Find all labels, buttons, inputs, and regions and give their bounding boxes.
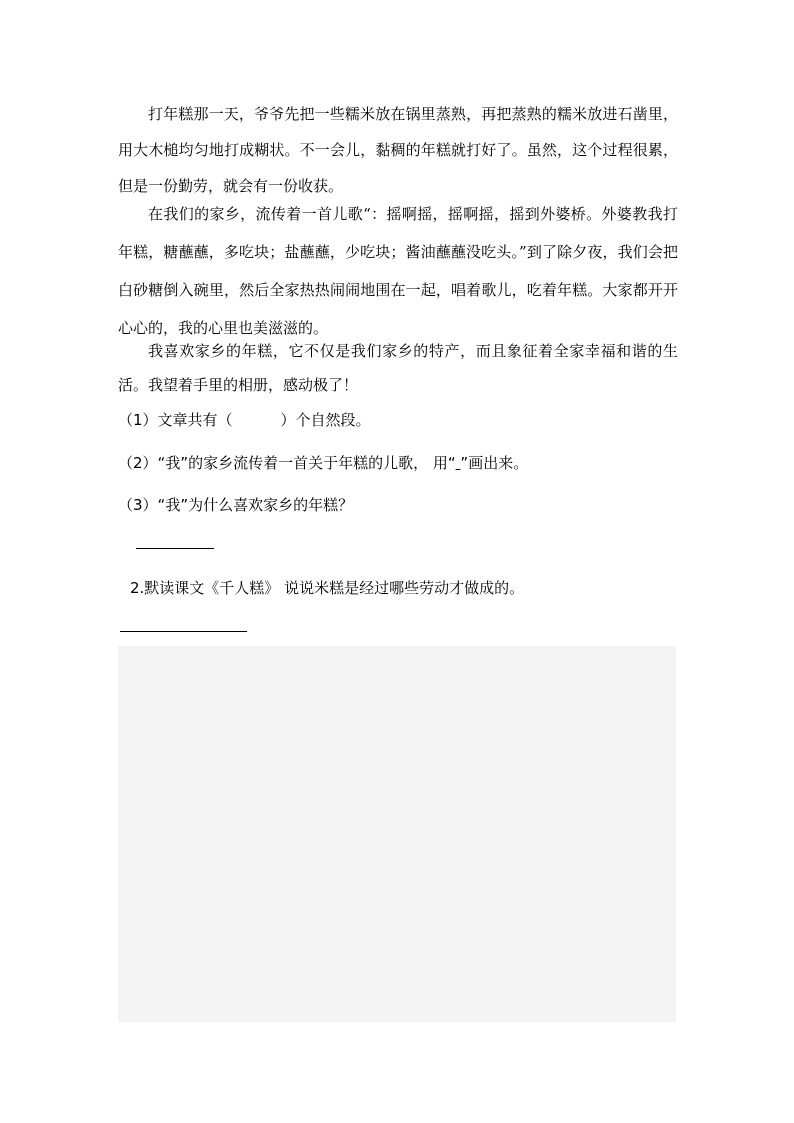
question-2 [118, 452, 528, 473]
answer-line-3[interactable] [136, 548, 214, 549]
passage-paragraph-1: 打年糕那一天，爷爷先把一些糯米放在锅里蒸熟，再把蒸熟的糯米放进石凿里，用大木槌均匀地打成糊状。不一会儿，黏稠的年糕就打好了。虽然，这个过程很累，但是一份勤劳，就会有一份收获。 [118, 105, 678, 195]
question-3: （3）“我”为什么喜欢家乡的年糕？ [118, 496, 354, 514]
passage-paragraph-2: 在我们的家乡，流传着一首儿歌“：摇啊摇，摇啊摇，摇到外婆桥。外婆教我打年糕，糖蘸蘸，多吃块；盐蘸蘸，少吃块；酱油蘸蘸没吃头。”到了除夕夜，我们会把白砂糖倒入碗里，然后全家热热闹闹地围在一起，唱着歌儿，吃着年糕。大家都开开心心的，我的心里也美滋滋的。 [118, 205, 678, 337]
answer-line-task-2[interactable] [120, 631, 247, 632]
answer-area[interactable] [118, 646, 676, 1022]
passage-paragraph-3: 我喜欢家乡的年糕，它不仅是我们家乡的特产，而且象征着全家幸福和谐的生活。我望着手里的相册，感动极了！ [118, 342, 678, 394]
question-1-prefix: （1）文章共有（ [118, 411, 233, 429]
question-1 [118, 409, 371, 430]
task-2-prompt: 2.默读课文《千人糕》 说说米糕是经过哪些劳动才做成的。 [130, 579, 525, 597]
question-1-suffix: ）个自然段。 [280, 411, 371, 429]
question-2-prefix: （2）“我”的家乡流传着一首关于年糕的儿歌， 用“ [118, 454, 456, 472]
question-2-suffix: ”画出来。 [460, 454, 529, 472]
